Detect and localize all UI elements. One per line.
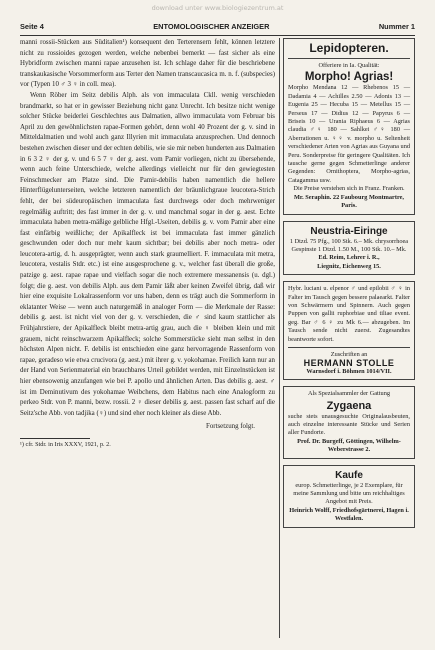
ad-lepidopteren-title: Lepidopteren. bbox=[309, 41, 389, 55]
journal-title: ENTOMOLOGISCHER ANZEIGER bbox=[153, 22, 270, 31]
ad-zygaena-intro: Als Spezialsammler der Gattung bbox=[307, 390, 390, 398]
ad-stolle-addr: Warnsdorf i. Böhmen 1014/VII. bbox=[306, 367, 392, 375]
ad-lepidopteren-prices: Die Preise verstehen sich in Franz. Franken. bbox=[293, 185, 405, 193]
footnote: ¹) cfr. Stdr. in Iris XXXV, 1921, p. 2. bbox=[20, 440, 111, 448]
ad-morpho-title: Morpho! Agrias! bbox=[304, 71, 394, 84]
ad-neustria bbox=[283, 221, 415, 276]
ad-lepidopteren-list: Morpho Mendana 12 — Rhebenos 15 — Dadamia 4 — Achilles 2.50 — Adonis 13 — Eugenia 25 — Hecuba 15 — Metellus 15 — Perseus 17 — Didius 12 — Papyrus 6 — Briseis 10 — Urania Riphaeus 6 — Agrias claudia ♂♀ 180 — Sahlkei ♂♀ 180 — Aberrationen u. ♀♀ v. morpho u. Seltenheit verschiedener Arten von Agrias aus Guyana und Peru. Sonderpreise für geringere Qualitäten. Ich tausche gerne gegen Schmetterlinge anderer Gegenden: Ornithoptera, Morpho-agrias, Catagamma usw. bbox=[288, 84, 410, 184]
ad-hybr-text: Hybr. luciani u. elpenor ♂ und epilobii ♂ ♀ in Falter im Tausch gegen bessere palaearkt. Falter von Schwärmern und Spinnern. Auch gegen Puppen von gallii ruphorbiae und tiliae event. geg. Bar ♂ 6 ♀ zu Mk 6.— abzugeben. Im Tausch sende nicht zuerst. Zugesandtes beantworte sofort. bbox=[288, 285, 410, 343]
divider bbox=[288, 347, 410, 348]
page-header bbox=[20, 22, 415, 36]
ad-lepidopteren-line: Offeriere in Ia. Qualität: bbox=[318, 62, 380, 69]
ad-stolle-pre: Zuschriften an bbox=[330, 350, 368, 358]
ad-zygaena-text: suche stets unausgesuchte Originalausbeuten, auch einzelne interessante Stücke und Serien aller Fundorte. bbox=[288, 412, 410, 437]
ad-neustria-city: Liegnitz, Eichenweg 15. bbox=[317, 262, 381, 270]
page-number: Seite 4 bbox=[20, 22, 44, 31]
ad-neustria-prices: 1 Dtzd. 75 Pfg., 100 Stk. 6.– Mk. chrysorrhoea Gespinste 1 Dtzd. 1.50 M., 100 Stk. 10.– Mk. bbox=[289, 237, 409, 253]
watermark: download unter www.biologiezentrum.at bbox=[151, 4, 284, 12]
ad-kaufe-address: Heinrich Wolff, Friedhofsgärtnerei, Hagen i. Westfalen. bbox=[289, 506, 409, 523]
ad-zygaena-title: Zygaena bbox=[326, 399, 372, 412]
continuation-note: Fortsetzung folgt. bbox=[206, 423, 255, 431]
article-column bbox=[20, 38, 275, 451]
ad-lepidopteren-address: Mr. Seraphin. 22 Faubourg Montmartre, Paris. bbox=[293, 193, 405, 210]
article-paragraph-2: Wenn Röber im Seitz debilis Alph. als von immaculata Ckll. wenig verschieden brandmarkt, so hat er in gewisser Beziehung nicht ganz Unrecht. Ich besitze nicht wenige solcher Stücke beiderlei Geschlechtes aus Dalmatien, allwo immaculata vom Februar bis April zu den gewöhnlichsten rapae-Formen gehört, denn wohl 40 Prozent der g. v. sind in Mitteldalmatien und wohl auch ganz Illyrien mit immaculata anzusprechen. Und dennoch bestehen zwischen dieser und der echten debilis, wie sie mir neben hunderten aus Dalmatien in 6 3 2 ♀ der g. v. und 6 5 7 ♀ der g. aest. vom Pamir vorliegen, nicht zu übersehende, wenn auch feine Unterschiede, welche allerdings vielleicht nur für den gewiegtesten Feinschmecker am Platze sind. Die Pamir-debilis haben namentlich die hellere Hinterflügelunterseiten, welche letzteren namentlich der bräunlichgraue leucotera-Strich fehlt, der bei südeuropäischen immaculata fast durchwegs oder doch mehrweniger regelmäßig auftritt; des fast immer in der g. v. und manchmal sogar in der g. aest. Echte immaculata haben metra-mäßige gelbliche Hfgl.-Useiten, debilis g. v. vom Pamir aber eine fast einfärbig weißliche; der Apikalfleck ist bei immaculata fast immer gänzlich geschwunden oder doch nur mehr kaum sichtbar; bei debilis aber noch metra- oder leucotera-artig, d. h. ausgeprägter, wenn auch stark graumelliert. F. immaculata mit metra, leucotera, vestalis Stdr. etc.) ist eine ausgesprochene g. v., welcher fast überall die große, patzige g. aest. rapae rapae und vielfach sogar die noch extremere messanensis (u. dgl.) folgt; die g. aest. von debilis Alph. aus dem Pamir läßt aber keinen Zweifel übrig, daß wir hier eine exquisite Lokalrassenform vor uns haben, denn es trägt auch die Sommerform in eklatanter Weise — wenn auch naturgemäß in analoger Form — die Merkmale der Rasse: debilis g. aest. ist nicht viel von der g. v. verschieden, die ♂ sind kaum stattlicher als Frühjahrstiere, der Apikalfleck bleibt metra-artig grau, auch die ♀ bleiben klein und mit grauem, nicht reinschwarzem Apikalfleck; solche Sommerstücke sieht man selbst in den höchsten Alpen nicht. F. debilis ist entschieden eine ganz hervorragende Rassenform von rapae, geradeso wie etwa crucivora (g. aest.) mit ihrer g. v. yokohamae. Freilich kann nur an der Hand von Serienmaterial ein brauchbares Urteil gebildet werden, mit Einzelnstücken ist hier ebensowenig anzufangen wie bei P. apollo und ähnlichen Arten. Das debilis g. aest. ♂ ist im Deminutivum des yokohamae Weibchens, dem Habitus nach eine Analogform zu perkeo Stdr. von P. manni, bezw. rossii. 2 ♀ dieser debilis g. aest. passen fast scharf auf die Seitz'sche Abb. von tadjika (♀) und sind eher noch kleiner als diese Abb. bbox=[20, 91, 275, 417]
ad-zygaena bbox=[283, 386, 415, 458]
ad-zygaena-address: Prof. Dr. Burgeff, Göttingen, Wilhelm-Weberstrasse 2. bbox=[297, 437, 401, 454]
ad-lepidopteren bbox=[283, 38, 415, 215]
ad-neustria-name: Ed. Reim, Lehrer i. R., bbox=[318, 254, 380, 262]
ad-stolle-name: HERMANN STOLLE bbox=[303, 358, 395, 369]
issue-number: Nummer 1 bbox=[378, 22, 415, 31]
divider bbox=[288, 58, 410, 59]
ad-kaufe bbox=[283, 465, 415, 528]
ad-neustria-title: Neustria-Eiringe bbox=[310, 225, 388, 237]
advertisement-column bbox=[283, 38, 415, 534]
column-divider bbox=[279, 38, 280, 638]
ad-hybr bbox=[283, 281, 415, 380]
footnote-divider bbox=[20, 438, 90, 439]
ad-kaufe-text: europ. Schmetterlinge, je 2 Exemplare, für meine Sammlung und bitte um reichhaltiges Angebot mit Preis. bbox=[293, 481, 405, 506]
ad-kaufe-title: Kaufe bbox=[335, 469, 363, 481]
article-paragraph-1: manni rossii-Stücken aus Süditalien¹) konsequent den Terterensern fehlt, können letztere nicht zu rossioides gezogen werden, welche nebenbei bemerkt — fast sicher als eine Hybridform zwischen manni rapae anzusehen ist. Ich schlage daher für die beschriebene transkaukasische Vorsommerform aus Terter den Namen transcaucasica m. n. f. (subspecies) vor (Typen 10 ♂ 3 ♀ in coll. mea). bbox=[20, 39, 275, 89]
